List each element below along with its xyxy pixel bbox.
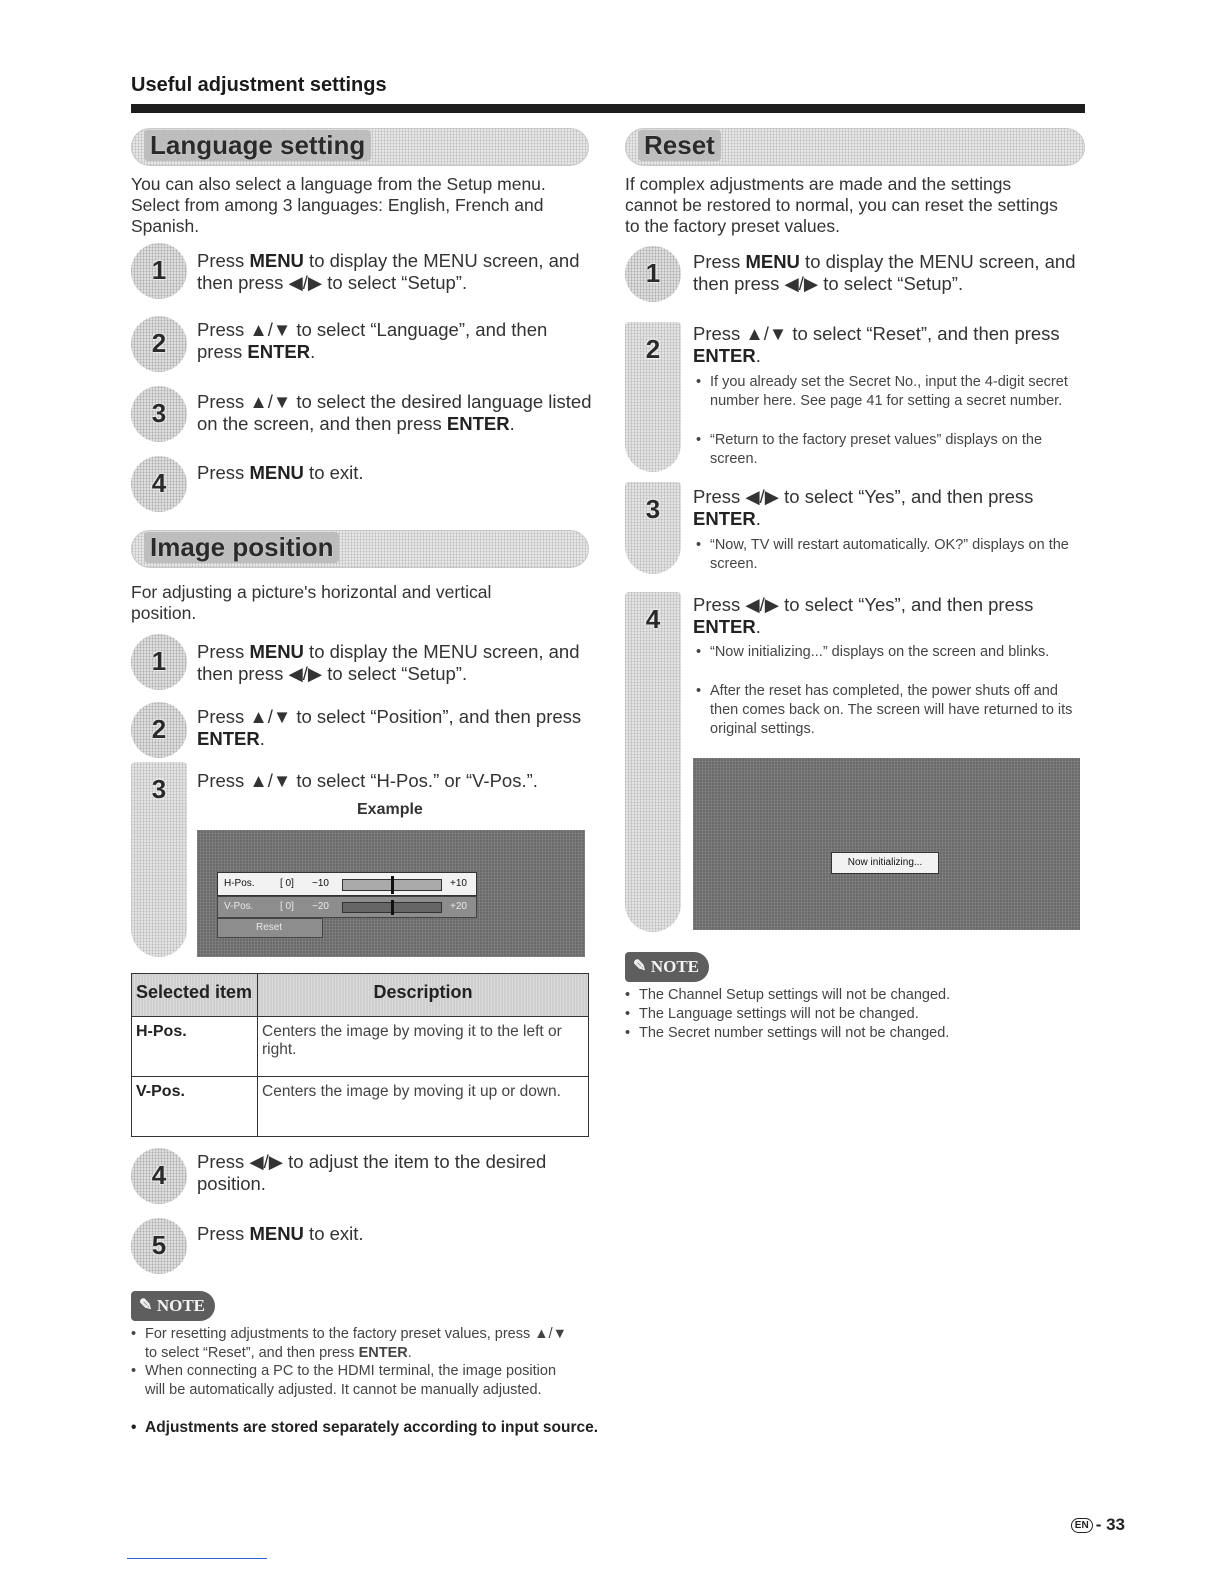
pencil-icon: ✎	[139, 1297, 153, 1314]
initializing-message: Now initializing...	[831, 852, 939, 874]
language-step-2: Press ▲/▼ to select “Language”, and then press ENTER.	[197, 319, 548, 362]
vpos-max: +20	[450, 901, 467, 912]
note-item: • For resetting adjustments to the factory preset values, press ▲/▼ to select “Reset”, and then press ENTER.	[131, 1326, 567, 1361]
reset-step-1: Press MENU to display the MENU screen, and then press ◀/▶ to select “Setup”.	[693, 251, 1076, 294]
table-cell-item: V-Pos.	[132, 1077, 258, 1137]
hpos-label: H-Pos.	[224, 878, 255, 889]
vpos-slider	[342, 902, 442, 913]
step-rail-2: 2	[625, 322, 681, 472]
step-badge-1: 1	[131, 243, 187, 299]
note-item: • The Secret number settings will not be changed.	[625, 1025, 950, 1041]
position-table	[131, 973, 589, 1137]
table-cell-description: Centers the image by moving it up or down.	[258, 1077, 589, 1137]
vpos-label: V-Pos.	[224, 901, 254, 912]
pencil-icon: ✎	[633, 958, 647, 975]
step-badge-5: 5	[131, 1218, 187, 1274]
reset-label: Reset	[256, 922, 283, 933]
reset-banner	[625, 128, 1085, 166]
language-intro: You can also select a language from the Setup menu. Select from among 3 languages: English, French and Spanish.	[131, 174, 546, 236]
language-step-1: Press MENU to display the MENU screen, and then press ◀/▶ to select “Setup”.	[197, 250, 580, 293]
step-badge-4: 4	[131, 1148, 187, 1204]
example-label: Example	[357, 801, 423, 818]
language-badge: EN	[1071, 1518, 1093, 1533]
position-step-2: Press ▲/▼ to select “Position”, and then press ENTER.	[197, 706, 582, 749]
reset-title: Reset	[638, 130, 721, 161]
hpos-slider-thumb	[391, 876, 394, 894]
reset-step-3: Press ◀/▶ to select “Yes”, and then press ENTER.	[693, 486, 1034, 529]
hpos-min: −10	[312, 878, 329, 889]
reset-step-2-bullet: • If you already set the Secret No., input the 4-digit secret number here. See page 41 for setting a secret number.	[696, 374, 1068, 409]
table-cell-item: H-Pos.	[132, 1017, 258, 1077]
step-badge-4: 4	[131, 456, 187, 512]
position-osd-screen	[197, 830, 585, 957]
reset-step-4-bullet: • After the reset has completed, the power shuts off and then comes back on. The screen will have returned to its original settings.	[696, 683, 1073, 737]
note-item: • When connecting a PC to the HDMI terminal, the image position will be automatically adjusted. It cannot be manually adjusted.	[131, 1363, 557, 1398]
image-position-intro: For adjusting a picture's horizontal and vertical position.	[131, 582, 492, 623]
language-setting-banner	[131, 128, 589, 166]
language-step-4: Press MENU to exit.	[197, 462, 364, 483]
hpos-value: [ 0]	[280, 878, 294, 889]
hpos-slider	[342, 879, 442, 891]
table-cell-description: Centers the image by moving it to the left or right.	[258, 1017, 589, 1077]
step-badge-1: 1	[131, 634, 187, 690]
page-header: Useful adjustment settings	[131, 74, 387, 96]
step-badge-2: 2	[131, 316, 187, 372]
step-rail-3: 3	[131, 762, 187, 957]
position-step-1: Press MENU to display the MENU screen, and then press ◀/▶ to select “Setup”.	[197, 641, 580, 684]
language-step-3: Press ▲/▼ to select the desired language listed on the screen, and then press ENTER.	[197, 391, 592, 434]
note-item-strong: • Adjustments are stored separately according to input source.	[131, 1419, 599, 1436]
image-position-banner	[131, 530, 589, 568]
step-rail-4: 4	[625, 592, 681, 932]
reset-step-2-bullet: • “Return to the factory preset values” displays on the screen.	[696, 432, 1043, 467]
reset-step-2: Press ▲/▼ to select “Reset”, and then press ENTER.	[693, 323, 1060, 366]
hpos-max: +10	[450, 878, 467, 889]
note-item: • The Channel Setup settings will not be changed.	[625, 987, 951, 1003]
position-step-4: Press ◀/▶ to adjust the item to the desired position.	[197, 1151, 547, 1194]
table-row	[132, 1077, 589, 1137]
note-item: • The Language settings will not be changed.	[625, 1006, 919, 1022]
reset-step-4: Press ◀/▶ to select “Yes”, and then press ENTER.	[693, 594, 1034, 637]
page-number: 33	[1106, 1515, 1125, 1534]
vpos-row	[217, 896, 477, 918]
reset-intro: If complex adjustments are made and the settings cannot be restored to normal, you can reset the settings to the factory preset values.	[625, 174, 1058, 236]
step-rail-3: 3	[625, 482, 681, 574]
vpos-value: [ 0]	[280, 901, 294, 912]
reset-tv-screen	[693, 758, 1080, 930]
hpos-row	[217, 872, 477, 896]
vpos-min: −20	[312, 901, 329, 912]
note-tag-left: ✎ NOTE	[131, 1291, 215, 1321]
table-header-item: Selected item	[132, 974, 258, 1017]
position-step-3: Press ▲/▼ to select “H-Pos.” or “V-Pos.”.	[197, 770, 538, 791]
vpos-slider-thumb	[391, 900, 394, 915]
reset-step-3-bullet: • “Now, TV will restart automatically. OK?” displays on the screen.	[696, 537, 1069, 572]
language-setting-title: Language setting	[144, 130, 371, 161]
page-footer: EN - 33	[1071, 1515, 1125, 1535]
reset-row	[217, 918, 323, 938]
image-position-title: Image position	[144, 532, 339, 563]
step-badge-1: 1	[625, 246, 681, 302]
header-rule	[131, 104, 1085, 113]
table-row	[132, 1017, 589, 1077]
footer-link-line	[127, 1558, 267, 1559]
reset-step-4-bullet: • “Now initializing...” displays on the screen and blinks.	[696, 644, 1050, 660]
note-tag-right: ✎ NOTE	[625, 952, 709, 982]
position-step-5: Press MENU to exit.	[197, 1223, 364, 1244]
table-header-description: Description	[258, 974, 589, 1017]
step-badge-3: 3	[131, 386, 187, 442]
step-badge-2: 2	[131, 702, 187, 758]
